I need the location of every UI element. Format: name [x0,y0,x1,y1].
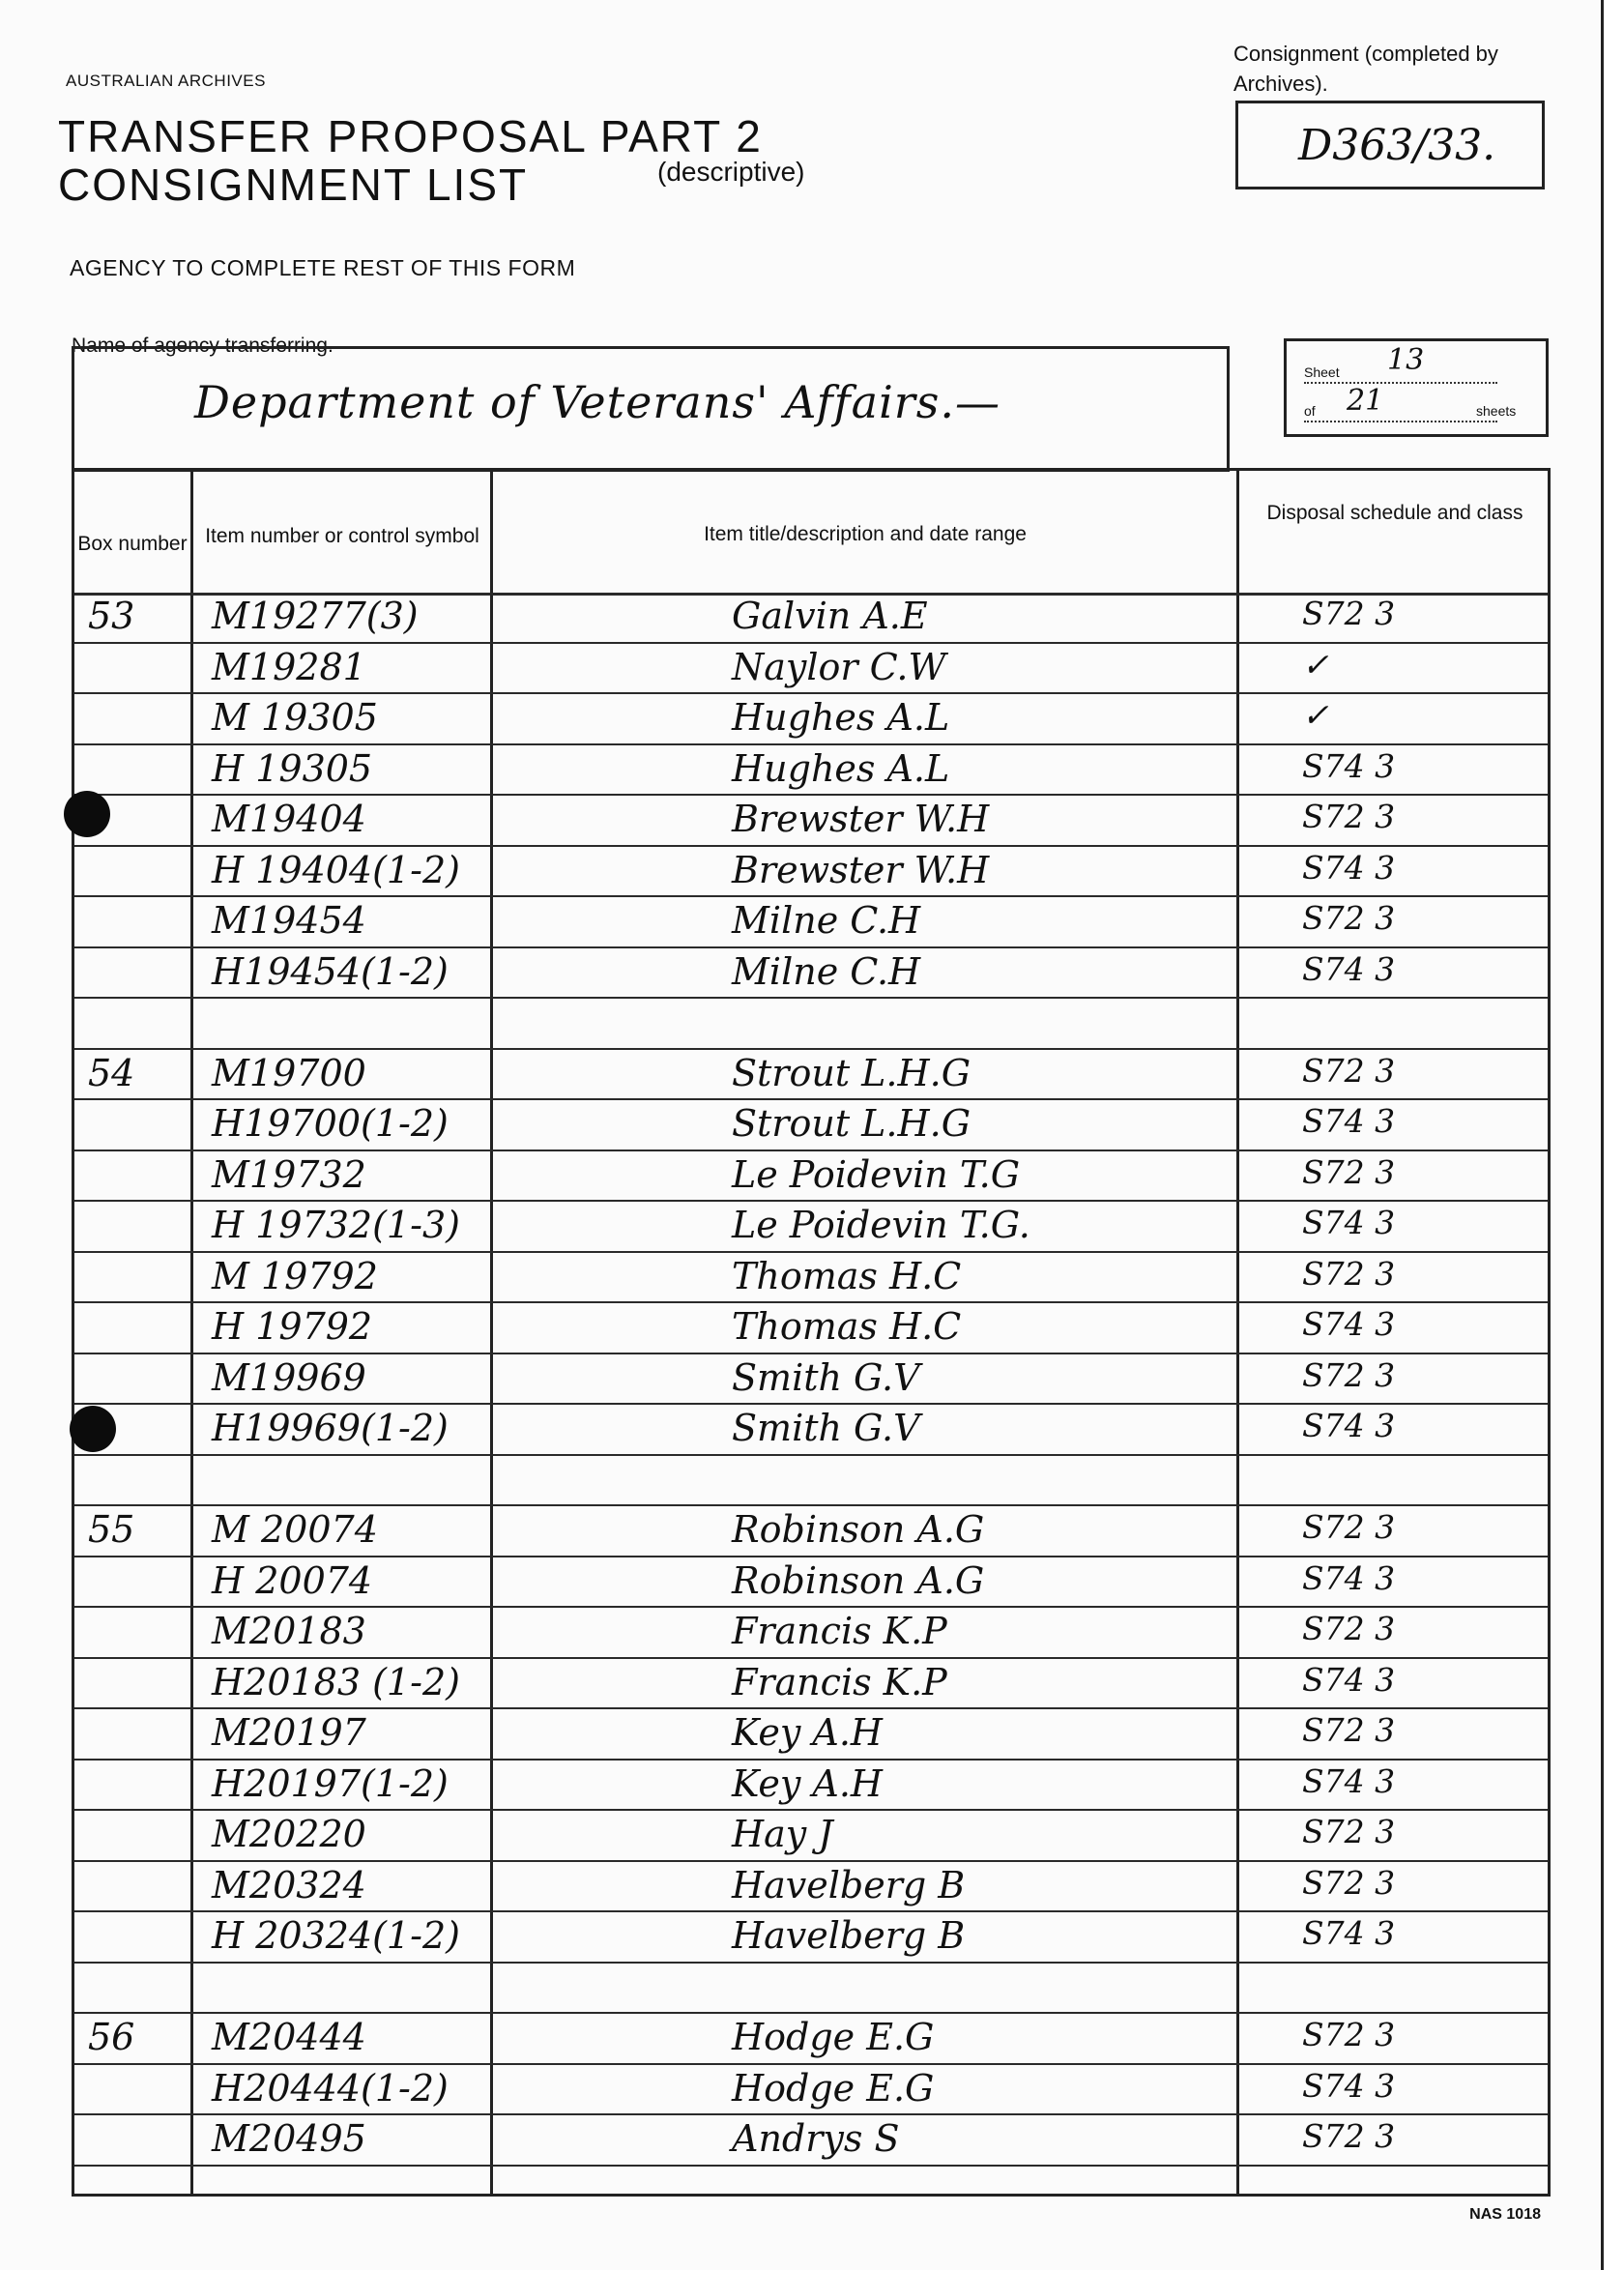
form-title-line2: CONSIGNMENT LIST [58,160,529,210]
disposal-cell: S72 3 [1302,1711,1396,1749]
disposal-cell: S74 3 [1302,2066,1396,2105]
disposal-cell: S72 3 [1302,1254,1396,1293]
item-number-cell: H 19404(1-2) [212,848,460,891]
table-row [74,1506,1548,1557]
item-title-cell: Le Poidevin T.G [732,1152,1021,1196]
item-title-cell: Le Poidevin T.G. [732,1204,1030,1246]
agency-name-value: Department of Veterans' Affairs.— [194,376,1001,428]
table-row [74,1761,1548,1812]
item-number-cell: H19700(1-2) [212,1102,449,1145]
disposal-cell: S72 3 [1302,899,1396,937]
disposal-cell: ✓ [1302,696,1329,734]
table-row [74,1405,1548,1456]
box-number-cell: 53 [88,595,135,637]
table-row [74,948,1548,1000]
disposal-cell: S74 3 [1302,746,1396,785]
item-title-cell: Francis K.P [732,1660,947,1703]
item-title-cell: Galvin A.E [732,595,928,637]
item-number-cell: H20183 (1-2) [212,1660,460,1703]
disposal-cell: S72 3 [1302,798,1396,835]
item-title-cell: Robinson A.G [732,1558,985,1602]
disposal-cell: S72 3 [1302,1152,1396,1191]
item-title-cell: Strout L.H.G [732,1051,972,1094]
item-number-cell: M20220 [212,1813,366,1855]
table-row [74,593,1548,644]
item-number-cell: M20324 [212,1863,366,1906]
disposal-cell: S74 3 [1302,949,1396,988]
item-number-cell: H 20324(1-2) [212,1914,460,1957]
agency-name-label: Name of agency transferring. [72,335,334,357]
item-title-cell: Key A.H [732,1711,884,1754]
item-title-cell: Francis K.P [732,1610,947,1652]
box-number-cell: 56 [88,2016,135,2058]
table-row [74,1912,1548,1964]
table-row [74,847,1548,898]
disposal-cell: S72 3 [1302,2117,1396,2155]
disposal-cell: S74 3 [1302,1914,1396,1952]
table-row [74,1811,1548,1862]
item-title-cell: Hay J [732,1813,833,1855]
punch-hole [70,1406,116,1452]
form-title-line1: TRANSFER PROPOSAL PART 2 [58,111,763,161]
table-row [74,1253,1548,1304]
disposal-cell: S74 3 [1302,1407,1396,1444]
item-number-cell: H20444(1-2) [212,2066,449,2110]
consignment-label: Consignment (completed by Archives). [1233,42,1498,96]
item-title-cell: Smith G.V [732,1407,920,1449]
item-number-cell: M19281 [212,645,366,688]
item-title-cell: Naylor C.W [732,645,946,688]
sheet-label: Sheet [1304,364,1340,380]
item-title-cell: Brewster W.H [732,798,990,840]
sheet-total-line [1304,395,1497,422]
disposal-cell: S72 3 [1302,1610,1396,1647]
disposal-cell: S74 3 [1302,1305,1396,1343]
disposal-cell: S74 3 [1302,1204,1396,1241]
disposal-cell: S74 3 [1302,1660,1396,1699]
item-title-cell: Havelberg B [732,1914,966,1957]
disposal-cell: S72 3 [1302,595,1396,632]
table-row [74,745,1548,797]
item-number-cell: M 19305 [212,696,378,739]
item-number-cell: M19969 [212,1355,366,1399]
item-title-cell: Robinson A.G [732,1508,985,1551]
table-row [74,1303,1548,1354]
table-row [74,644,1548,695]
header-box-number: Box number [77,533,188,555]
table-row [74,1354,1548,1406]
disposal-cell: S72 3 [1302,1813,1396,1850]
disposal-cell: S74 3 [1302,1558,1396,1597]
item-number-cell: M20444 [212,2016,366,2058]
table-row [74,1202,1548,1253]
agency-name-field[interactable] [72,346,1230,472]
item-number-cell: H19969(1-2) [212,1407,449,1449]
item-title-cell: Key A.H [732,1761,884,1805]
table-row [74,999,1548,1050]
item-title-cell: Andrys S [732,2117,900,2160]
item-title-cell: Thomas H.C [732,1305,962,1348]
item-title-cell: Hughes A.L [732,696,950,739]
header-disposal: Disposal schedule and class [1266,502,1523,524]
item-title-cell: Hodge E.G [732,2016,935,2058]
disposal-cell: S72 3 [1302,1508,1396,1546]
header-item-title: Item title/description and date range [704,523,1027,545]
table-row [74,694,1548,745]
sheet-total-value: 21 [1347,384,1384,418]
table-row [74,2014,1548,2065]
item-title-cell: Brewster W.H [732,848,990,891]
table-row [74,1050,1548,1101]
disposal-cell: S74 3 [1302,1761,1396,1800]
table-row [74,1659,1548,1710]
table-row [74,1456,1548,1507]
row-line [74,2165,1548,2167]
item-number-cell: M 19792 [212,1254,378,1297]
item-title-cell: Hughes A.L [732,746,950,790]
table-row [74,1608,1548,1659]
consignment-table [72,468,1551,2197]
disposal-cell: S72 3 [1302,1355,1396,1394]
sheet-number-value: 13 [1387,343,1425,377]
agency-instruction: AGENCY TO COMPLETE REST OF THIS FORM [70,255,576,280]
form-code: NAS 1018 [1469,2206,1541,2223]
of-label: of [1304,403,1316,419]
item-title-cell: Havelberg B [732,1863,966,1906]
item-title-cell: Smith G.V [732,1355,920,1399]
table-row [74,1709,1548,1761]
table-row [74,2065,1548,2116]
item-number-cell: H 19305 [212,746,373,790]
table-row [74,1557,1548,1609]
disposal-cell: S74 3 [1302,848,1396,887]
disposal-cell: S72 3 [1302,1863,1396,1902]
table-row [74,897,1548,948]
item-number-cell: H20197(1-2) [212,1761,449,1805]
item-number-cell: H 19792 [212,1305,373,1348]
table-row [74,796,1548,847]
item-number-cell: M19700 [212,1051,366,1094]
item-number-cell: H19454(1-2) [212,949,449,993]
table-row [74,1862,1548,1913]
box-number-cell: 55 [88,1508,135,1551]
sheet-number-box[interactable] [1284,338,1549,437]
item-number-cell: M 20074 [212,1508,378,1551]
disposal-cell: S72 3 [1302,2016,1396,2053]
item-title-cell: Hodge E.G [732,2066,935,2110]
item-number-cell: M20495 [212,2117,366,2160]
item-number-cell: M19404 [212,798,366,840]
disposal-cell: S72 3 [1302,1051,1396,1090]
consignment-number: D363/33. [1298,121,1496,170]
item-number-cell: M20197 [212,1711,366,1754]
archives-header: AUSTRALIAN ARCHIVES [66,72,266,90]
item-title-cell: Milne C.H [732,899,921,942]
header-item-number: Item number or control symbol [205,525,479,547]
punch-hole [64,791,110,837]
disposal-cell: S74 3 [1302,1102,1396,1140]
table-row [74,1100,1548,1151]
disposal-cell: ✓ [1302,645,1329,684]
item-title-cell: Strout L.H.G [732,1102,972,1145]
table-row [74,1151,1548,1203]
item-number-cell: M20183 [212,1610,366,1652]
box-number-cell: 54 [88,1051,135,1094]
table-row [74,2115,1548,2167]
item-title-cell: Thomas H.C [732,1254,962,1297]
sheets-label: sheets [1476,403,1517,419]
form-title-subtitle: (descriptive) [657,157,805,187]
table-row [74,1964,1548,2015]
consignment-box[interactable] [1235,101,1545,189]
item-number-cell: H 19732(1-3) [212,1204,460,1246]
item-number-cell: H 20074 [212,1558,373,1602]
item-number-cell: M19277(3) [212,595,419,637]
item-title-cell: Milne C.H [732,949,921,993]
item-number-cell: M19454 [212,899,366,942]
item-number-cell: M19732 [212,1152,366,1196]
